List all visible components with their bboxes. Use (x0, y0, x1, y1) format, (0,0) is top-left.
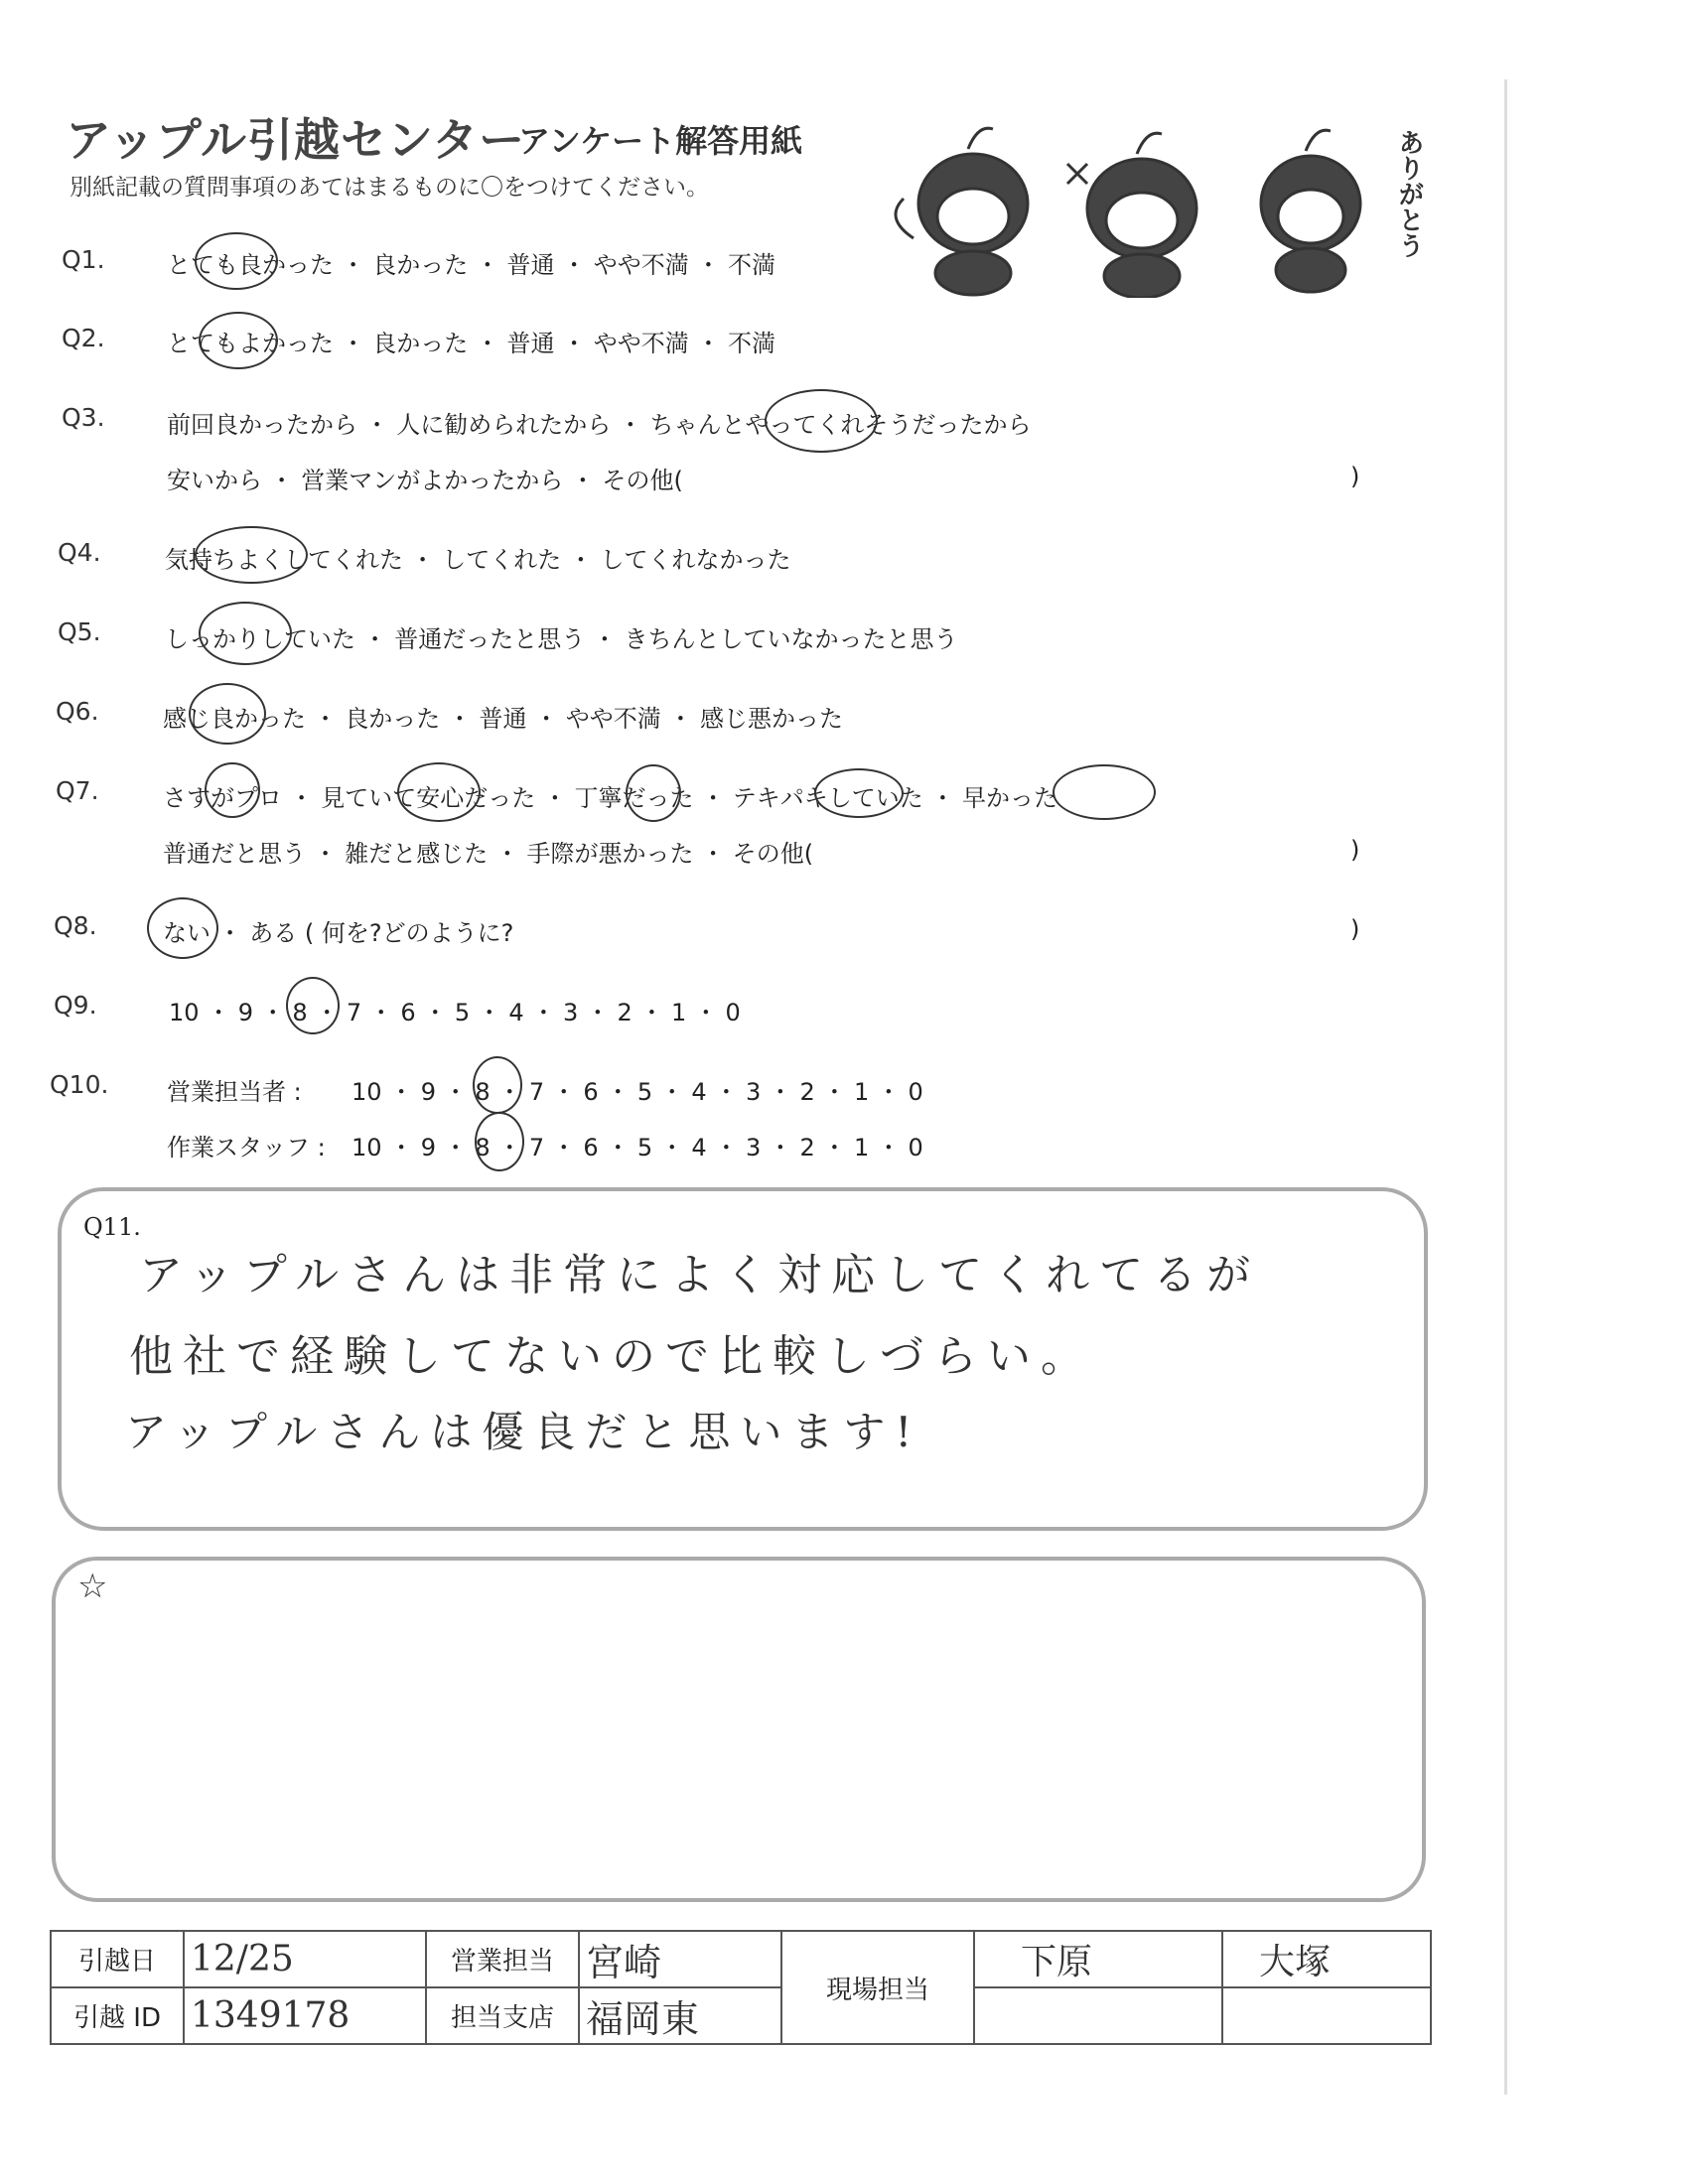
site-rep-1-empty (974, 1987, 1222, 2044)
info-table (50, 1930, 1432, 2045)
q7-options-line2: 普通だと思う ・ 雑だと感じた ・ 手際が悪かった ・ その他( (163, 840, 814, 868)
q8-label: Q8. (54, 911, 97, 940)
branch-label: 担当支店 (426, 1987, 579, 2044)
answer-circle-mark (473, 1056, 522, 1114)
q4-label: Q4. (58, 538, 101, 567)
answer-circle-mark (205, 762, 260, 818)
answer-circle-mark (189, 683, 266, 745)
q3-options-line2: 安いから ・ 営業マンがよかったから ・ その他( (167, 467, 683, 494)
q11-label: Q11. (83, 1213, 141, 1241)
gorilla-mascots-illustration (874, 109, 1430, 298)
q7-options-line1: さすがプロ ・ 見ていて安心だった ・ 丁寧だった ・ テキパキしていた ・ 早かった (163, 784, 1058, 812)
answer-circle-mark (286, 977, 340, 1034)
q7-label: Q7. (56, 776, 99, 805)
q5-options: しっかりしていた ・ 普通だったと思う ・ きちんとしていなかったと思う (165, 625, 958, 653)
q2-label: Q2. (62, 324, 105, 352)
answer-circle-mark (195, 526, 308, 584)
site-rep-2-empty (1222, 1987, 1431, 2044)
gorilla-mascot-icon (1067, 133, 1196, 298)
page-edge-shadow (1504, 79, 1507, 2095)
site-rep-1-value: 下原 (974, 1931, 1222, 1987)
q6-options: 感じ良かった ・ 良かった ・ 普通 ・ やや不満 ・ 感じ悪かった (163, 705, 844, 733)
moving-id-value: 1349178 (184, 1987, 426, 2044)
q3-label: Q3. (62, 403, 105, 432)
thanks-text: ありがとう (1394, 129, 1424, 258)
q7-close-paren: ) (1350, 836, 1360, 864)
q10-staff-scale: 10 ・ 9 ・ 8 ・ 7 ・ 6 ・ 5 ・ 4 ・ 3 ・ 2 ・ 1 ・ 0 (352, 1134, 923, 1161)
q10-label: Q10. (50, 1070, 109, 1099)
q11-comment-line1: アップルさんは非常によく対応してくれてるが (139, 1250, 1261, 1300)
q2-options: とてもよかった ・ 良かった ・ 普通 ・ やや不満 ・ 不満 (167, 330, 776, 357)
answer-circle-mark (814, 768, 904, 818)
answer-circle-mark (1053, 764, 1156, 820)
q8-options: ない ・ ある ( 何を?どのように? (163, 919, 514, 947)
q10-staff-label: 作業スタッフ : (167, 1134, 326, 1161)
moving-date-label: 引越日 (51, 1931, 184, 1987)
branch-value: 福岡東 (579, 1987, 781, 2044)
company-title: アップル引越センター (66, 113, 526, 167)
q9-label: Q9. (54, 991, 97, 1020)
q9-scale: 10 ・ 9 ・ 8 ・ 7 ・ 6 ・ 5 ・ 4 ・ 3 ・ 2 ・ 1 ・ 0 (169, 999, 741, 1026)
answer-circle-mark (199, 312, 278, 369)
sales-rep-label: 営業担当 (426, 1931, 579, 1987)
moving-date-value: 12/25 (184, 1931, 426, 1987)
answer-circle-mark (199, 602, 292, 665)
q3-options-line1: 前回良かったから ・ 人に勧められたから ・ ちゃんとやってくれそうだったから (167, 411, 1032, 439)
q1-label: Q1. (62, 245, 105, 274)
q10-sales-scale: 10 ・ 9 ・ 8 ・ 7 ・ 6 ・ 5 ・ 4 ・ 3 ・ 2 ・ 1 ・ 0 (352, 1078, 923, 1106)
q3-close-paren: ) (1350, 463, 1360, 490)
sales-rep-value: 宮崎 (579, 1931, 781, 1987)
q11-comment-line2: 他社で経験してないので比較しづらい。 (129, 1331, 1094, 1382)
q10-sales-label: 営業担当者 : (167, 1078, 302, 1106)
q8-close-paren: ) (1350, 915, 1360, 943)
answer-circle-mark (475, 1112, 524, 1171)
answer-circle-mark (147, 897, 218, 959)
q4-options: 気持ちよくしてくれた ・ してくれた ・ してくれなかった (165, 546, 791, 574)
q1-options: とても良かった ・ 良かった ・ 普通 ・ やや不満 ・ 不満 (167, 251, 776, 279)
moving-id-label: 引越 ID (51, 1987, 184, 2044)
star-icon: ☆ (77, 1567, 108, 1606)
answer-circle-mark (626, 764, 681, 822)
q5-label: Q5. (58, 617, 101, 646)
site-rep-2-value: 大塚 (1222, 1931, 1431, 1987)
gorilla-mascot-icon (896, 128, 1028, 295)
form-subtitle: アンケート解答用紙 (518, 122, 803, 160)
answer-circle-mark (397, 762, 481, 822)
q11-comment-line3: アップルさんは優良だと思います! (125, 1408, 922, 1456)
answer-circle-mark (765, 389, 878, 453)
site-rep-label: 現場担当 (781, 1931, 974, 2044)
answer-circle-mark (195, 232, 278, 290)
instructions: 別紙記載の質問事項のあてはまるものに〇をつけてください。 (70, 175, 709, 201)
gorilla-mascot-icon (1261, 130, 1360, 292)
free-comment-box (52, 1557, 1426, 1902)
q6-label: Q6. (56, 697, 99, 726)
